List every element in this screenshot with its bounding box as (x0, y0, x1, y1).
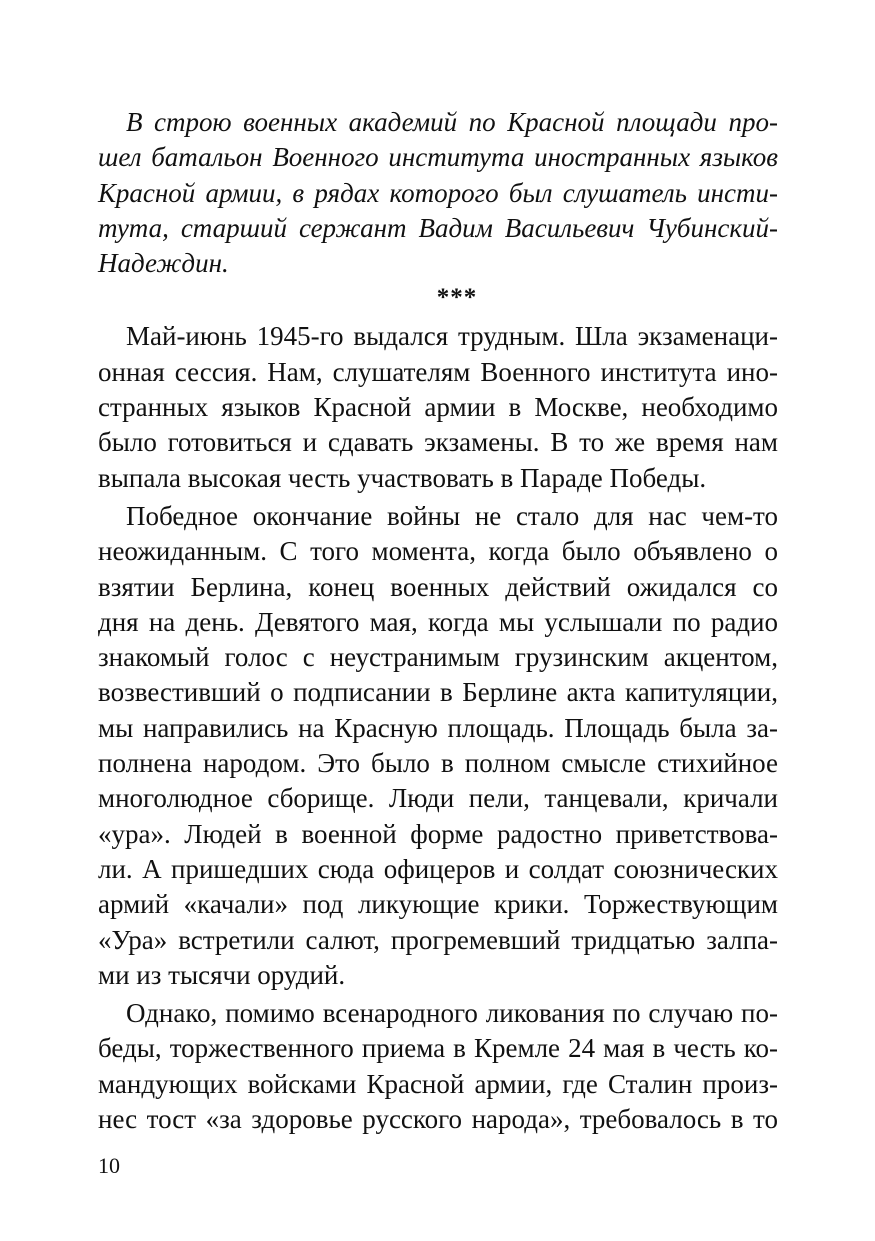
epigraph (98, 105, 778, 281)
page-body (98, 105, 778, 1140)
page-number: 10 (98, 1153, 120, 1178)
section-separator: *** (436, 284, 478, 312)
text-line: Победное окончание войны не стало для нас чем-то (126, 500, 778, 531)
text-line: было готовиться и сдавать экзамены. В то же время нам (98, 427, 778, 458)
text-line: странных языков Красной армии в Москве, необходимо (98, 392, 778, 423)
text-line: неожиданным. С того момента, когда было объявлено о (98, 536, 778, 567)
text-line: армий «качали» под ликующие крики. Торжествующим (98, 889, 778, 920)
epigraph-line: Надеждин. (98, 248, 229, 279)
paragraph-3 (98, 996, 778, 1137)
epigraph-line: тута, старший сержант Вадим Васильевич Чубинский- (98, 212, 778, 243)
text-line: взятии Берлина, конец военных действий ожидался со (98, 571, 778, 602)
text-line: «Ура» встретили салют, прогремевший тридцатью залпа- (98, 924, 778, 955)
text-line: нес тост «за здоровье русского народа», требовалось в то (98, 1104, 778, 1135)
epigraph-line: В строю военных академий по Красной площади про- (126, 107, 778, 137)
text-line: мы направились на Красную площадь. Площадь была за- (98, 712, 778, 743)
text-line: полнена народом. Это было в полном смысле стихийное (98, 748, 778, 779)
epigraph-line: Красной армии, в рядах которого был слушатель инсти- (98, 177, 778, 208)
paragraph-2 (98, 499, 778, 993)
text-line: знакомый голос с неустранимым грузинским акцентом, (98, 642, 778, 673)
epigraph-line: шел батальон Военного института иностранных языков (98, 142, 778, 173)
text-line: многолюдное сборище. Люди пели, танцевали, кричали (98, 783, 778, 814)
text-line: возвестивший о подписании в Берлине акта капитуляции, (98, 677, 778, 708)
text-line: Май-июнь 1945-го выдался трудным. Шла экзаменаци- (126, 321, 778, 352)
text-line: ми из тысячи орудий. (98, 959, 346, 990)
text-line: ли. А пришедших сюда офицеров и солдат союзнических (98, 853, 778, 884)
text-line: Однако, помимо всенародного ликования по случаю по- (126, 998, 778, 1029)
text-line: беды, торжественного приема в Кремле 24 мая в честь ко- (98, 1033, 778, 1064)
text-line: «ура». Людей в военной форме радостно приветствова- (98, 818, 778, 849)
text-line: дня на день. Девятого мая, когда мы услышали по радио (98, 606, 778, 637)
text-line: выпала высокая честь участвовать в Параде Победы. (98, 462, 707, 493)
text-line: онная сессия. Нам, слушателям Военного института ино- (98, 356, 778, 387)
text-line: мандующих войсками Красной армии, где Сталин произ- (98, 1068, 778, 1099)
paragraph-1 (98, 319, 778, 495)
